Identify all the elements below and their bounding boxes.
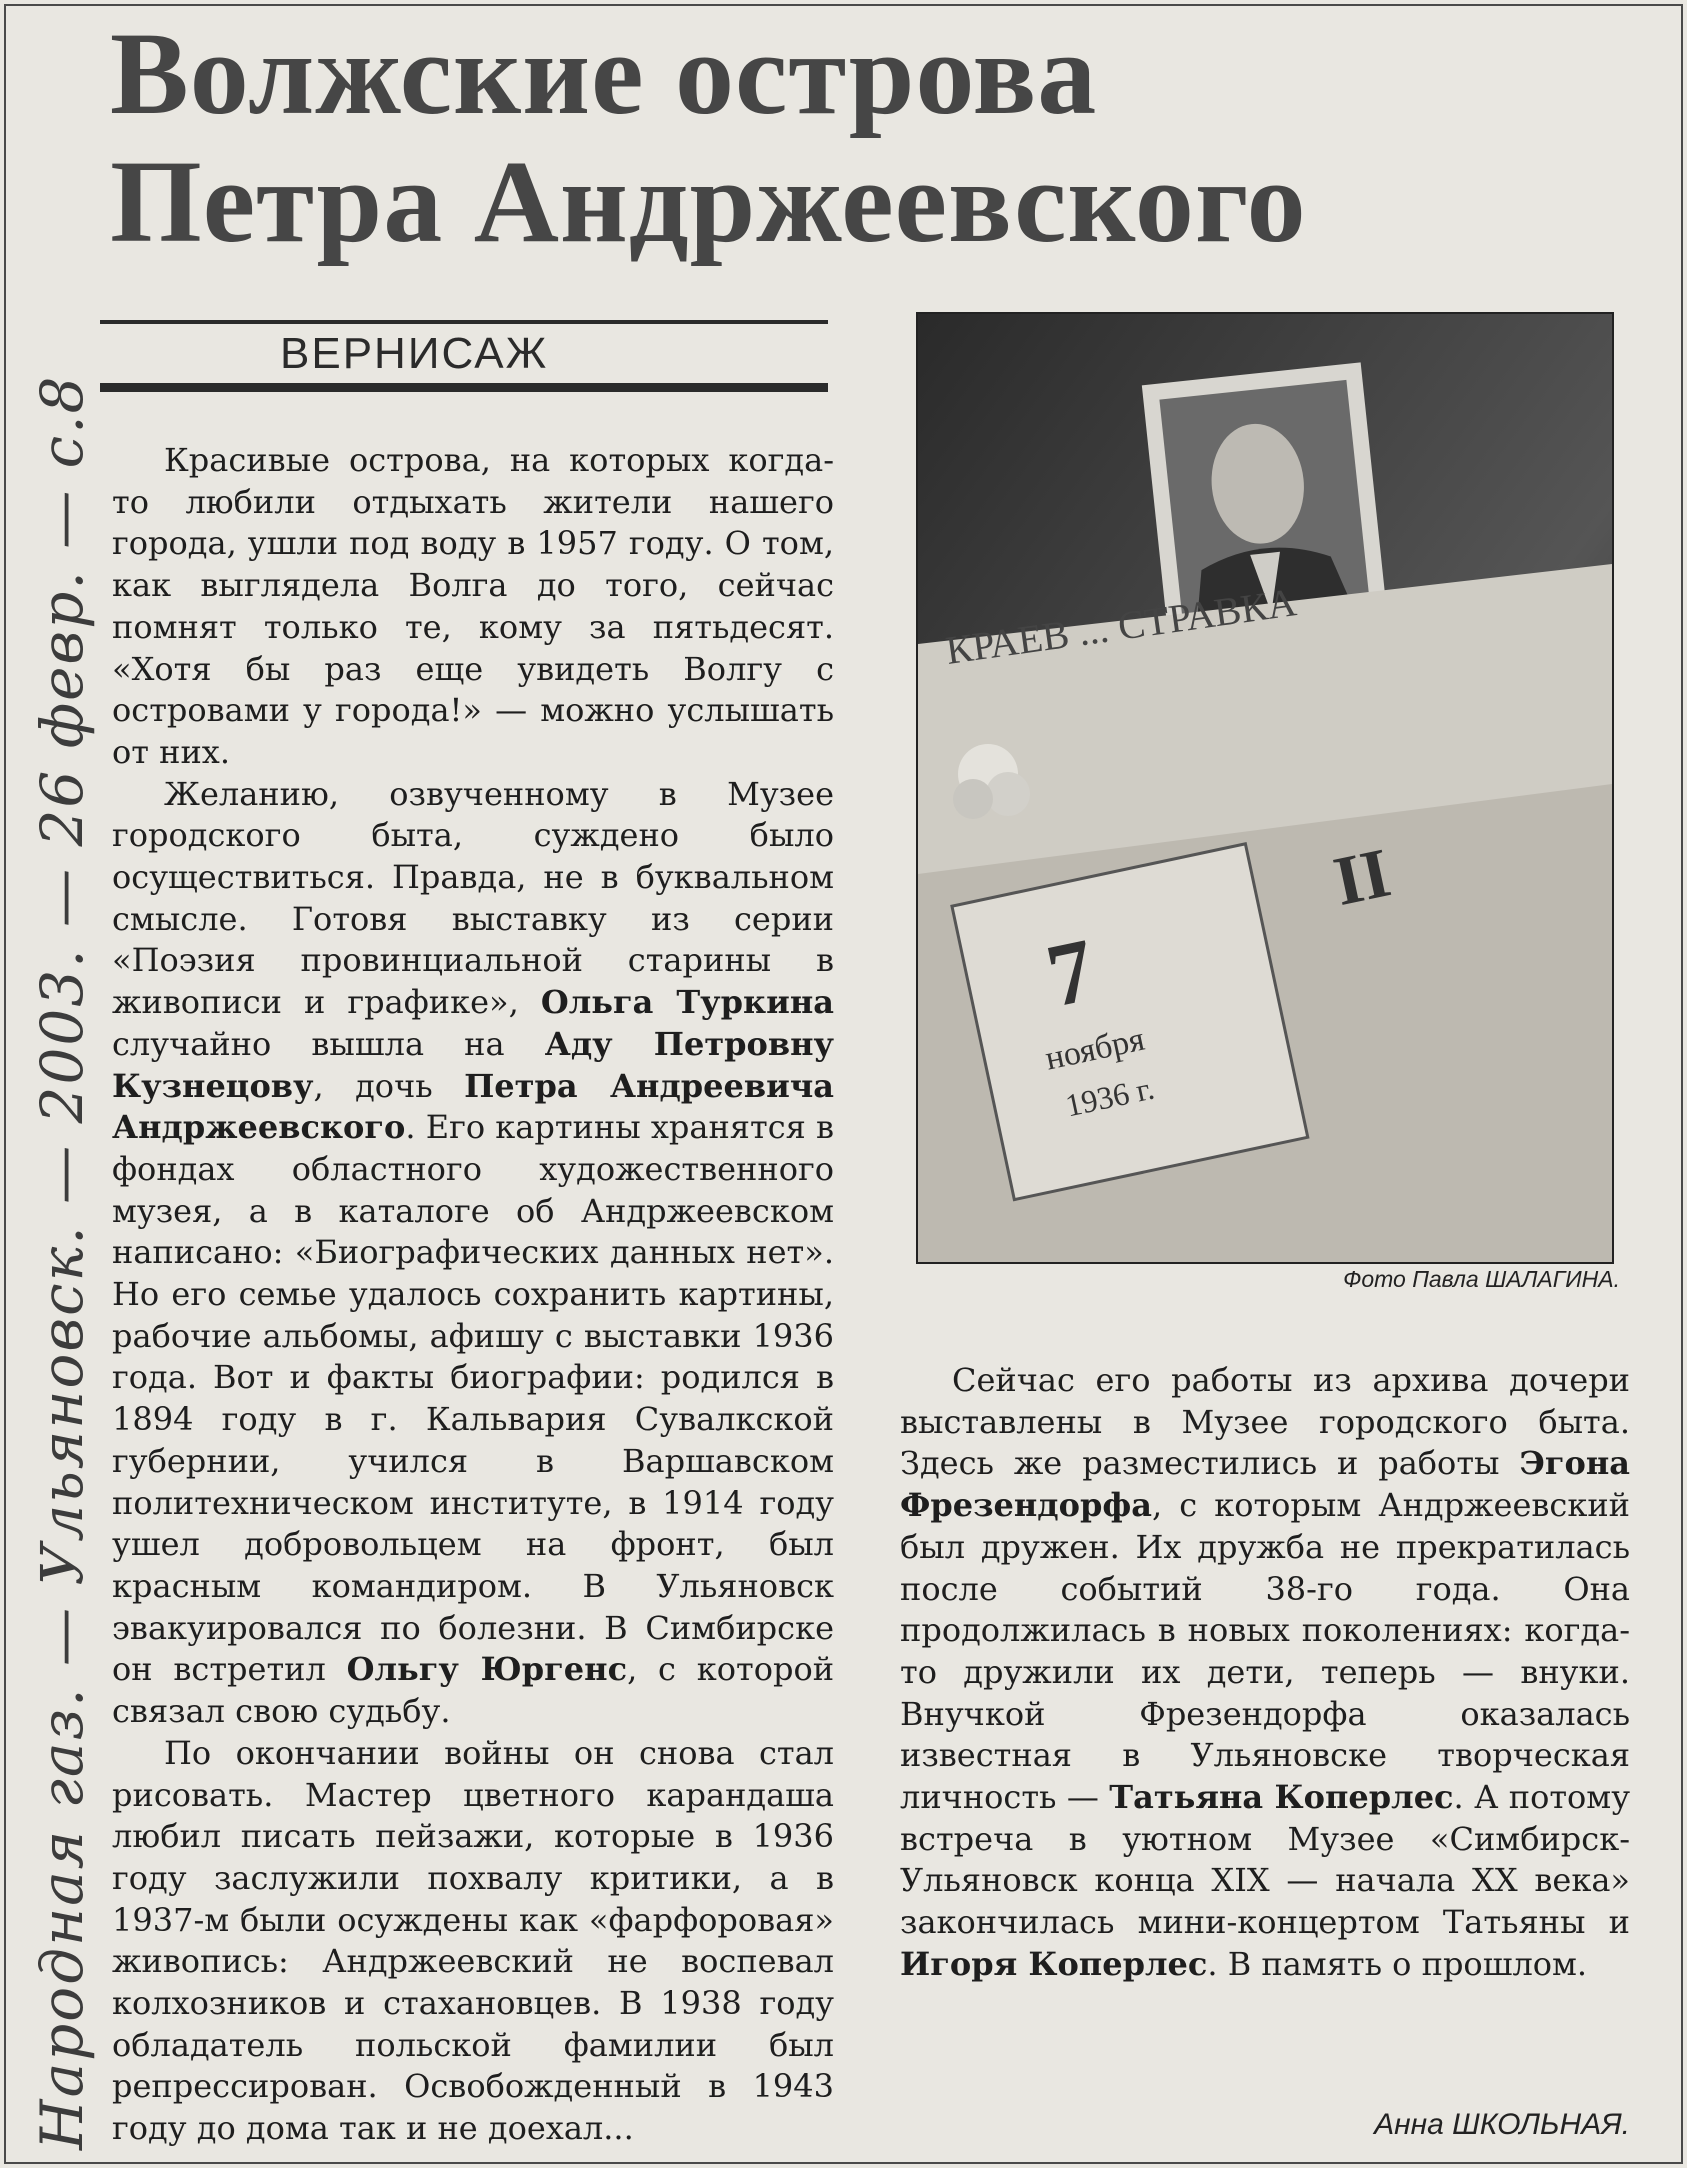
rubric-rule-top: [100, 320, 828, 324]
headline: [110, 10, 1610, 266]
handwritten-margin-note: Народная газ. — Ульяновск. — 2003. — 26 февр. — с.8: [28, 374, 96, 2150]
text-run: , с которым Андржеевский был дружен. Их дружба не прекратилась после событий 38-го года. Она продолжилась в новых поколениях: когда-то дружили их дети, теперь — внуки. Внучкой Фрезендорфа оказалась известная в Ульяновске творческая личность —: [900, 1486, 1630, 1817]
calendar-roman-numeral: II: [1327, 834, 1397, 922]
newspaper-masthead: КРАЕВ ... СТРАВКА: [942, 579, 1300, 673]
photo-illustration: [918, 314, 1612, 1262]
name-ada-kuznetsova: Аду Петровну Кузнецову: [112, 1024, 835, 1105]
text-run: , дочь: [313, 1066, 433, 1105]
text-run: Сейчас его работы из архива дочери выставлены в Музее городского быта. Здесь же разместились и работы: [900, 1361, 1630, 1483]
name-igor-koperles: Игоря Коперлес: [900, 1944, 1208, 1983]
paragraph-1: Красивые острова, на которых когда-то любили отдыхать жители нашего города, ушли под воду в 1957 году. О том, как выглядела Волга до того, сейчас помнят только те, кому за пятьдесят. «Хотя бы раз еще увидеть Волгу с островами у города!» — можно услышать от них.: [112, 441, 834, 771]
rubric-label: ВЕРНИСАЖ: [280, 329, 549, 378]
text-run: . В память о прошлом.: [1207, 1944, 1588, 1983]
headline-line-1: Волжские острова: [110, 8, 1098, 139]
article-author: Анна ШКОЛЬНАЯ.: [1374, 2108, 1630, 2141]
name-olga-turkina: Ольга Туркина: [540, 983, 834, 1022]
calendar-month: ноября: [1042, 1020, 1148, 1078]
text-run: . А потому встреча в уютном Музее «Симбирск-Ульяновск конца XIX — начала XX века» закончилась мини-концертом Татьяны и: [900, 1778, 1631, 1942]
paragraph-3: По окончании войны он снова стал рисовать. Мастер цветного карандаша любил писать пейзажи, которые в 1936 году заслужили похвалу критики, а в 1937-м были осуждены как «фарфоровая» живопись: Андржеевский не воспевал колхозников и стахановцев. В 1938 году обладатель польской фамилии был репрессирован. Освобожденный в 1943 году до дома так и не доехал...: [112, 1733, 834, 2148]
article-photo: [916, 312, 1614, 1264]
text-run: , с которой связал свою судьбу.: [112, 1650, 835, 1731]
headline-line-2: Петра Андржеевского: [110, 136, 1307, 267]
name-petr-andrzheevsky: Петра Андреевича Андржеевского: [112, 1066, 834, 1147]
paragraph-4: [900, 1360, 1630, 1986]
text-run: случайно вышла на: [112, 1024, 505, 1063]
paragraph-2: [112, 774, 834, 1733]
text-run: Желанию, озвученному в Музее городского быта, суждено было осуществиться. Правда, не в буквальном смысле. Готовя выставку из серии «Поэзия провинциальной старины в живописи и графике»,: [112, 774, 834, 1022]
calendar-year: 1936 г.: [1062, 1069, 1158, 1124]
name-tatiana-koperles: Татьяна Коперлес: [1109, 1778, 1454, 1817]
calendar-day: 7: [1038, 920, 1104, 1027]
rubric-rule-bottom: [100, 383, 828, 392]
name-olga-yurgens: Ольгу Юргенс: [346, 1650, 628, 1689]
article-left-column: [112, 440, 834, 2150]
photo-caption: Фото Павла ШАЛАГИНА.: [1343, 1266, 1620, 1292]
article-right-column: [900, 1360, 1630, 1986]
text-run: . Его картины хранятся в фондах областного художественного музея, а в каталоге об Андржеевском написано: «Биографических данных нет». Но его семье удалось сохранить картины, рабочие альбомы, афишу с выставки 1936 года. Вот и факты биографии: родился в 1894 году в г. Кальвария Сувалкской губернии, учился в Варшавском политехническом институте, в 1914 году ушел добровольцем на фронт, был красным командиром. В Ульяновск эвакуировался по болезни. В Симбирске он встретил: [112, 1108, 834, 1689]
name-egon-frezendorf: Эгона Фрезендорфа: [900, 1444, 1631, 1525]
